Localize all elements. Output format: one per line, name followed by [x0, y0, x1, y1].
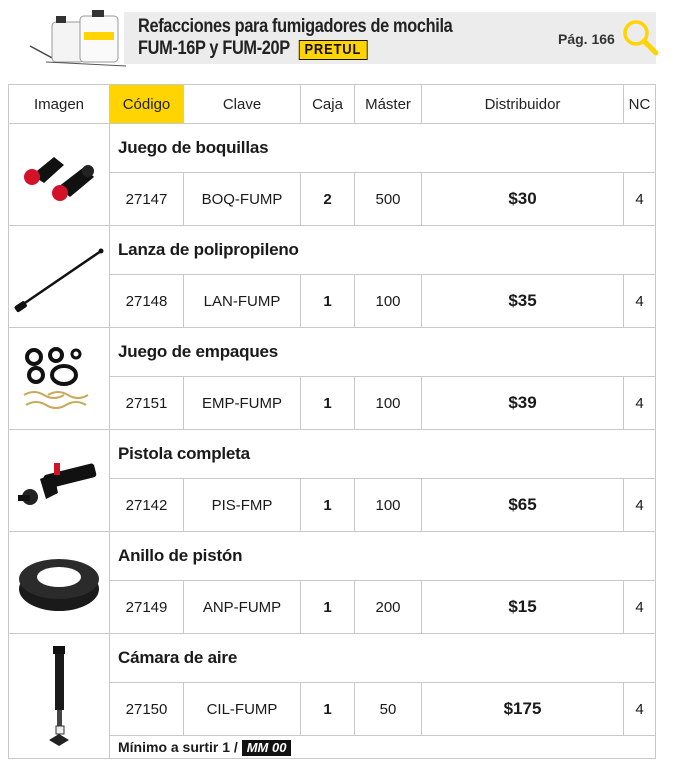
product-image-cell [9, 634, 110, 759]
product-price: $175 [422, 683, 624, 736]
product-name: Anillo de pistón [110, 532, 656, 581]
col-header-code: Código [110, 85, 184, 124]
product-key: BOQ-FUMP [184, 173, 301, 226]
product-master: 100 [355, 479, 422, 532]
search-icon[interactable] [620, 18, 660, 58]
product-key: PIS-FMP [184, 479, 301, 532]
product-price: $65 [422, 479, 624, 532]
product-box: 1 [301, 479, 355, 532]
product-nc: 4 [624, 377, 656, 430]
product-code: 27151 [110, 377, 184, 430]
product-box: 1 [301, 377, 355, 430]
minimum-order-note [110, 736, 656, 759]
lance-icon [11, 237, 107, 317]
col-header-image: Imagen [9, 85, 110, 124]
product-box: 1 [301, 275, 355, 328]
product-code: 27142 [110, 479, 184, 532]
product-title-row [9, 328, 656, 377]
product-price: $15 [422, 581, 624, 634]
product-code: 27148 [110, 275, 184, 328]
product-name: Lanza de polipropileno [110, 226, 656, 275]
page-number: Pág. 166 [558, 31, 615, 47]
parts-table [8, 84, 656, 759]
product-code: 27147 [110, 173, 184, 226]
col-header-box: Caja [301, 85, 355, 124]
product-code: 27149 [110, 581, 184, 634]
gasket-set-icon [14, 339, 104, 419]
title-line-1: Refacciones para fumigadores de mochila [138, 16, 453, 37]
product-price: $35 [422, 275, 624, 328]
table-header-row [9, 85, 656, 124]
product-name: Cámara de aire [110, 634, 656, 683]
nozzle-set-icon [14, 135, 104, 215]
product-master: 50 [355, 683, 422, 736]
product-title-row [9, 124, 656, 173]
product-title-row [9, 226, 656, 275]
product-image-cell [9, 532, 110, 634]
product-title-row [9, 430, 656, 479]
mm-badge: MM 00 [242, 740, 292, 756]
col-header-distributor: Distribuidor [422, 85, 624, 124]
catalog-header [14, 8, 656, 66]
product-code: 27150 [110, 683, 184, 736]
product-price: $30 [422, 173, 624, 226]
col-header-master: Máster [355, 85, 422, 124]
col-header-key: Clave [184, 85, 301, 124]
product-image-cell [9, 226, 110, 328]
product-nc: 4 [624, 581, 656, 634]
product-title-row [9, 532, 656, 581]
product-master: 500 [355, 173, 422, 226]
product-box: 2 [301, 173, 355, 226]
product-name: Juego de empaques [110, 328, 656, 377]
product-key: LAN-FUMP [184, 275, 301, 328]
product-nc: 4 [624, 173, 656, 226]
product-image-cell [9, 430, 110, 532]
product-image-cell [9, 124, 110, 226]
sprayer-product-icon [26, 10, 130, 70]
product-master: 200 [355, 581, 422, 634]
air-chamber-icon [29, 644, 89, 748]
product-key: ANP-FUMP [184, 581, 301, 634]
product-price: $39 [422, 377, 624, 430]
spray-gun-icon [14, 441, 104, 521]
piston-ring-icon [12, 543, 106, 623]
product-box: 1 [301, 581, 355, 634]
product-nc: 4 [624, 275, 656, 328]
product-nc: 4 [624, 479, 656, 532]
product-master: 100 [355, 377, 422, 430]
product-image-cell [9, 328, 110, 430]
header-band [124, 12, 656, 64]
product-master: 100 [355, 275, 422, 328]
page-title [138, 16, 452, 60]
product-box: 1 [301, 683, 355, 736]
product-name: Juego de boquillas [110, 124, 656, 173]
brand-badge: PRETUL [298, 40, 367, 60]
title-line-2: FUM-16P y FUM-20P PRETUL [138, 38, 452, 60]
product-title-row [9, 634, 656, 683]
product-nc: 4 [624, 683, 656, 736]
product-key: CIL-FUMP [184, 683, 301, 736]
product-name: Pistola completa [110, 430, 656, 479]
product-key: EMP-FUMP [184, 377, 301, 430]
minimum-order-text: Mínimo a surtir 1 / [118, 738, 238, 755]
col-header-nc: NC [624, 85, 656, 124]
